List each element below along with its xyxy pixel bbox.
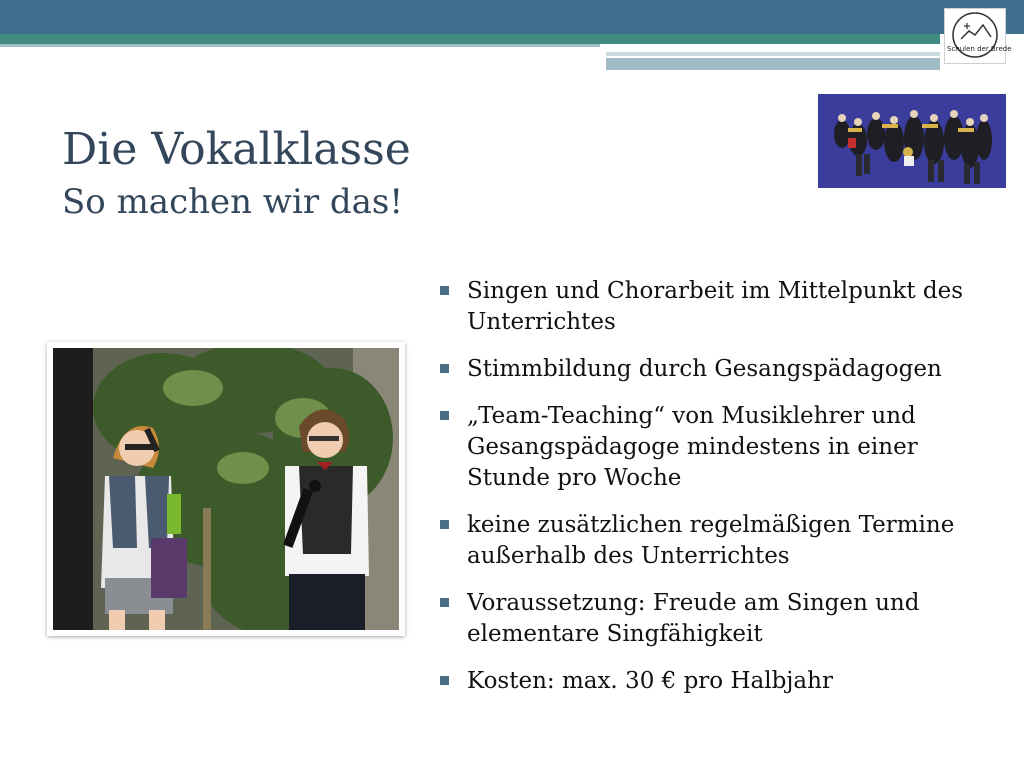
bullet-text: keine zusätzlichen regelmäßigen Termine außerhalb des Unterrichtes bbox=[467, 512, 955, 569]
square-bullet-icon bbox=[440, 286, 449, 295]
singers-photo bbox=[53, 348, 399, 630]
slide-title: Die Vokalklasse bbox=[62, 124, 411, 175]
header-band bbox=[0, 0, 1024, 34]
list-item bbox=[440, 588, 1000, 650]
header-band-teal bbox=[0, 34, 940, 44]
list-item bbox=[440, 401, 1000, 494]
bullet-text: „Team-Teaching“ von Musiklehrer und Gesangspädagoge mindestens in einer Stunde pro Woche bbox=[467, 403, 918, 491]
square-bullet-icon bbox=[440, 520, 449, 529]
slide-subtitle: So machen wir das! bbox=[62, 182, 404, 222]
school-logo bbox=[944, 8, 1012, 64]
bullet-text: Voraussetzung: Freude am Singen und elementare Singfähigkeit bbox=[467, 590, 920, 647]
list-item bbox=[440, 276, 1000, 338]
square-bullet-icon bbox=[440, 364, 449, 373]
list-item bbox=[440, 666, 1000, 697]
header-band-light bbox=[0, 44, 600, 47]
header-band-right-thin bbox=[606, 52, 940, 56]
list-item bbox=[440, 354, 1000, 385]
orchestra-photo bbox=[818, 94, 1006, 188]
list-item bbox=[440, 510, 1000, 572]
bullet-text: Kosten: max. 30 € pro Halbjahr bbox=[467, 668, 833, 694]
square-bullet-icon bbox=[440, 676, 449, 685]
singers-photo-frame bbox=[47, 342, 405, 636]
logo-text: Schulen der Brede bbox=[947, 45, 1012, 53]
header-band-right bbox=[606, 58, 940, 70]
bullet-text: Singen und Chorarbeit im Mittelpunkt des Unterrichtes bbox=[467, 278, 964, 335]
square-bullet-icon bbox=[440, 598, 449, 607]
school-logo-icon bbox=[945, 9, 1012, 63]
bullet-list bbox=[440, 276, 1000, 713]
square-bullet-icon bbox=[440, 411, 449, 420]
bullet-text: Stimmbildung durch Gesangspädagogen bbox=[467, 356, 942, 382]
